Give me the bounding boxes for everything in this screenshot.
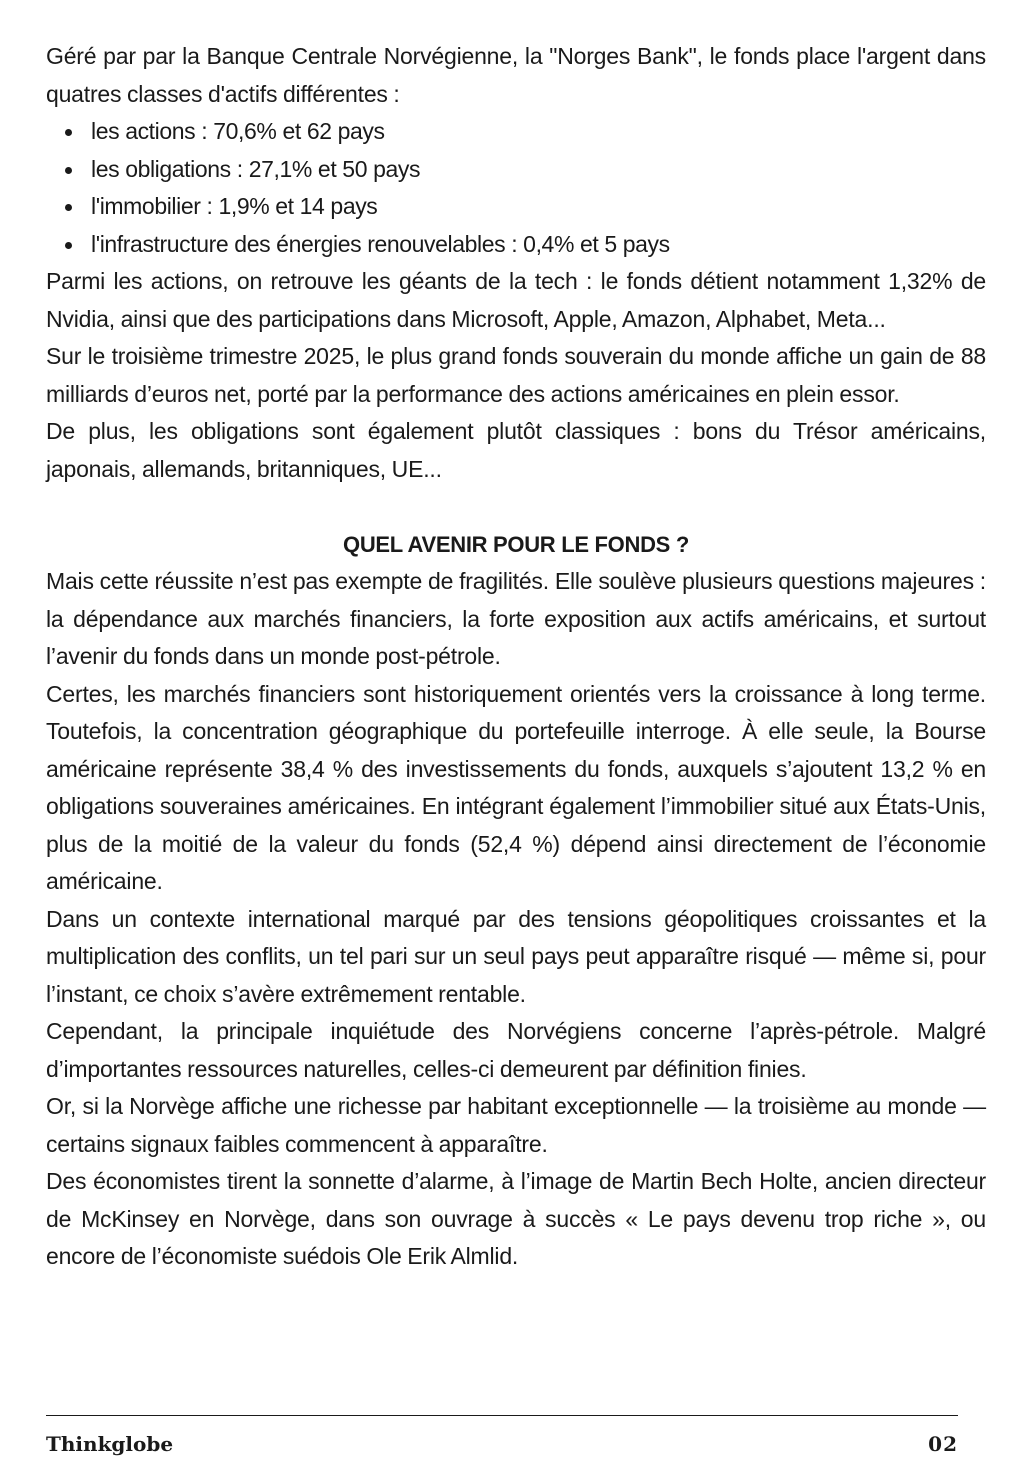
list-item: l'infrastructure des énergies renouvelables : 0,4% et 5 pays	[91, 226, 986, 264]
obligations-paragraph: De plus, les obligations sont également plutôt classiques : bons du Trésor américains, japonais, allemands, britanniques, UE...	[46, 418, 986, 482]
asset-classes-list	[46, 113, 986, 263]
certes-paragraph: Certes, les marchés financiers sont historiquement orientés vers la croissance à long terme. Toutefois, la concentration géographique du portefeuille interroge. À elle seule, la Bourse américaine représente 38,4 % des investissements du fonds, auxquels s’ajoutent 13,2 % en obligations souveraines américaines. En intégrant également l’immobilier situé aux États-Unis, plus de la moitié de la valeur du fonds (52,4 %) dépend ainsi directement de l’économie américaine.	[46, 680, 986, 894]
list-item: l'immobilier : 1,9% et 14 pays	[91, 188, 986, 226]
intro-paragraph: Géré par par la Banque Centrale Norvégienne, la "Norges Bank", le fonds place l'argent dans quatres classes d'actifs différentes :	[46, 43, 986, 107]
section-spacer	[46, 488, 986, 526]
footer-divider	[46, 1415, 958, 1416]
or-paragraph: Or, si la Norvège affiche une richesse par habitant exceptionnelle — la troisième au monde — certains signaux faibles commencent à apparaître.	[46, 1093, 986, 1157]
article-body	[46, 38, 986, 1276]
fragilites-paragraph: Mais cette réussite n’est pas exempte de fragilités. Elle soulève plusieurs questions majeures : la dépendance aux marchés financiers, la forte exposition aux actifs américains, et surtout l’avenir du fonds dans un monde post-pétrole.	[46, 568, 986, 669]
footer-brand: Thinkglobe	[46, 1432, 174, 1456]
page-number: 02	[928, 1432, 958, 1456]
trimestre-paragraph: Sur le troisième trimestre 2025, le plus grand fonds souverain du monde affiche un gain de 88 milliards d’euros net, porté par la performance des actions américaines en plein essor.	[46, 343, 986, 407]
cependant-paragraph: Cependant, la principale inquiétude des Norvégiens concerne l’après-pétrole. Malgré d’importantes ressources naturelles, celles-ci demeurent par définition finies.	[46, 1018, 986, 1082]
list-item: les obligations : 27,1% et 50 pays	[91, 151, 986, 189]
section-heading: QUEL AVENIR POUR LE FONDS ?	[343, 531, 689, 557]
actions-paragraph: Parmi les actions, on retrouve les géants de la tech : le fonds détient notamment 1,32% de Nvidia, ainsi que des participations dans Microsoft, Apple, Amazon, Alphabet, Meta...	[46, 268, 986, 332]
list-item: les actions : 70,6% et 62 pays	[91, 113, 986, 151]
economistes-paragraph: Des économistes tirent la sonnette d’alarme, à l’image de Martin Bech Holte, ancien directeur de McKinsey en Norvège, dans son ouvrage à succès « Le pays devenu trop riche », ou encore de l’économiste suédois Ole Erik Almlid.	[46, 1168, 986, 1269]
contexte-paragraph: Dans un contexte international marqué par des tensions géopolitiques croissantes et la multiplication des conflits, un tel pari sur un seul pays peut apparaître risqué — même si, pour l’instant, ce choix s’avère extrêmement rentable.	[46, 905, 986, 1007]
